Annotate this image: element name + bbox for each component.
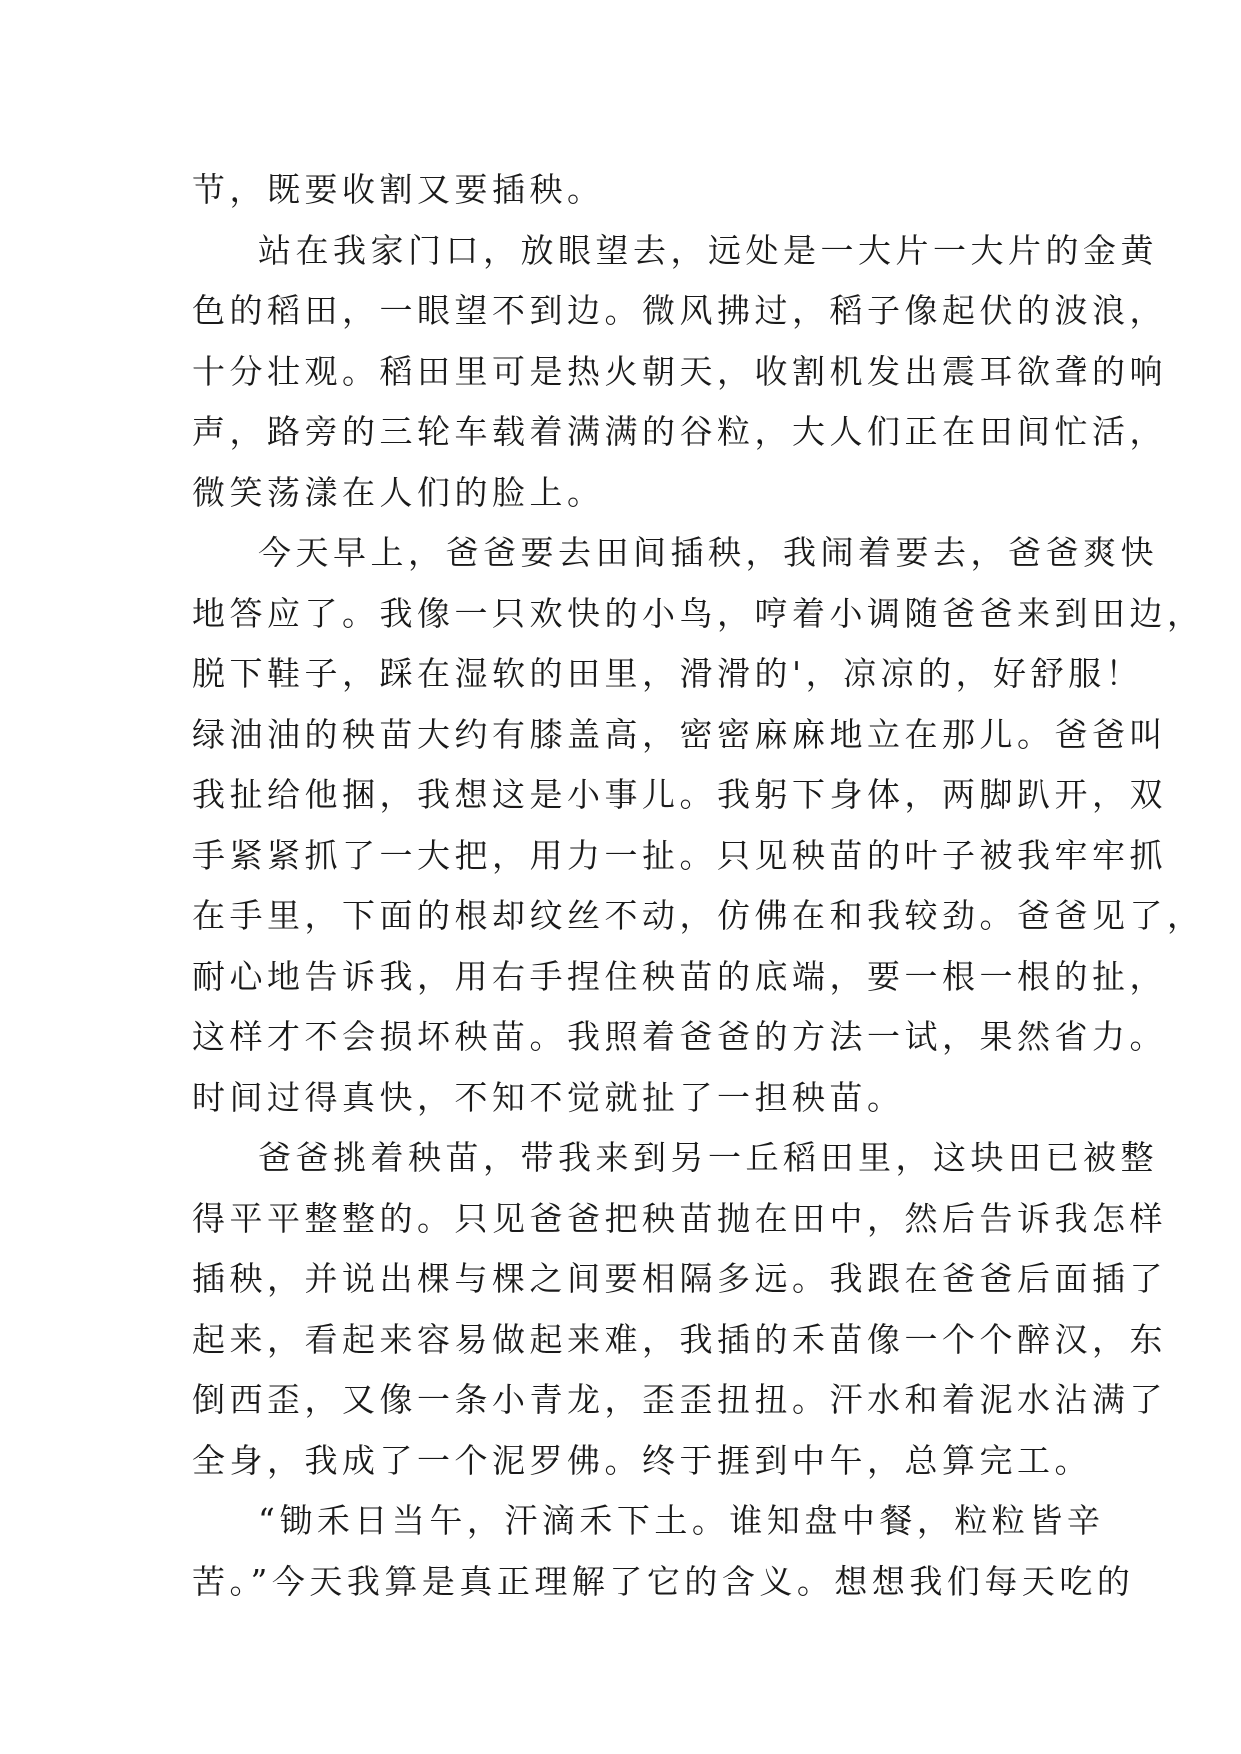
text-line-5: 声，路旁的三轮车载着满满的谷粒，大人们正在田间忙活， [192,412,1167,451]
text-line-7: 今天早上，爸爸要去田间插秧，我闹着要去，爸爸爽快 [258,533,1158,572]
text-line-11: 我扯给他捆，我想这是小事儿。我躬下身体，两脚趴开，双 [192,775,1167,814]
text-line-24: 苦。”今天我算是真正理解了它的含义。想想我们每天吃的 [192,1561,1135,1601]
text-line-12: 手紧紧抓了一大把，用力一扯。只见秧苗的叶子被我牢牢抓 [192,835,1167,875]
text-line-9: 脱下鞋子，踩在湿软的田里，滑滑的'，凉凉的，好舒服！ [192,654,1144,693]
text-line-20: 起来，看起来容易做起来难，我插的禾苗像一个个醉汉，东 [192,1319,1167,1359]
text-line-16: 时间过得真快，不知不觉就扯了一担秧苗。 [192,1077,905,1117]
text-line-10: 绿油油的秧苗大约有膝盖高，密密麻麻地立在那儿。爸爸叫 [192,714,1167,754]
text-line-2: 站在我家门口，放眼望去，远处是一大片一大片的金黄 [258,230,1158,270]
text-line-13: 在手里，下面的根却纹丝不动，仿佛在和我较劲。爸爸见了， [192,896,1205,935]
text-line-17: 爸爸挑着秧苗，带我来到另一丘稻田里，这块田已被整 [258,1138,1158,1177]
text-line-19: 插秧，并说出棵与棵之间要相隔多远。我跟在爸爸后面插了 [192,1259,1167,1298]
text-line-21: 倒西歪，又像一条小青龙，歪歪扭扭。汗水和着泥水沾满了 [192,1380,1167,1419]
text-line-14: 耐心地告诉我，用右手捏住秧苗的底端，要一根一根的扯， [192,956,1167,996]
text-line-8: 地答应了。我像一只欢快的小鸟，哼着小调随爸爸来到田边， [192,593,1205,633]
text-line-3: 色的稻田，一眼望不到边。微风拂过，稻子像起伏的波浪， [192,291,1167,330]
text-line-4: 十分壮观。稻田里可是热火朝天，收割机发出震耳欲聋的响 [192,351,1167,391]
text-line-15: 这样才不会损坏秧苗。我照着爸爸的方法一试，果然省力。 [192,1017,1167,1056]
text-line-6: 微笑荡漾在人们的脸上。 [192,472,605,512]
essay-body [192,160,1205,1612]
text-line-22: 全身，我成了一个泥罗佛。终于捱到中午，总算完工。 [192,1440,1092,1480]
text-line-18: 得平平整整的。只见爸爸把秧苗抛在田中，然后告诉我怎样 [192,1198,1167,1238]
text-line-23: “锄禾日当午，汗滴禾下土。谁知盘中餐，粒粒皆辛 [258,1501,1105,1540]
text-line-1: 节，既要收割又要插秧。 [192,170,605,209]
